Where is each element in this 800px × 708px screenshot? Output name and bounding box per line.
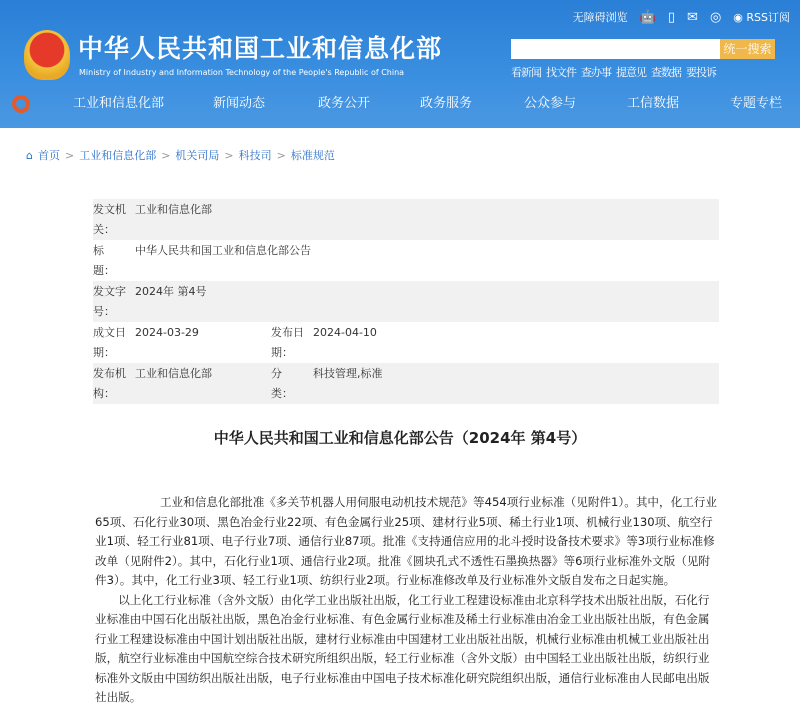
pub-date-value: 2024-04-10 (313, 326, 377, 339)
search-button[interactable]: 统一搜索 (720, 39, 775, 59)
publisher-label: 发布机构： (93, 367, 126, 400)
search-input[interactable] (511, 39, 720, 59)
nav-topics[interactable]: 专题专栏 (730, 96, 783, 111)
separator: > (224, 149, 234, 162)
top-links (573, 10, 790, 26)
paragraph: 工业和信息化部批准《多关节机器人用伺服电动机技术规范》等454项行业标准（见附件1）。其中，化工行业65项、石化行业30项、黑色冶金行业22项、有色金属行业25项、建材行业5项、稀土行业1项、机械行业130项、航空行业1项、轻工行业81项、电子行业7项、通信行业87项。批准《支持通信应用的北斗授时设备技术要求》等3项行业标准修改单（见附件2）。其中，石化行业1项、通信行业2项。批准《圆块孔式不透性石墨换热器》等6项行业标准外文版（见附件3）。其中，化工行业3项、轻工行业1项、纺织行业2项。行业标准修改单及行业标准外文版自发布之日起实施。 (95, 495, 717, 587)
quick-link-feedback[interactable]: 提意见 (616, 66, 646, 79)
number-value: 2024年 第4号 (135, 285, 207, 298)
title-value: 中华人民共和国工业和信息化部公告 (135, 244, 311, 257)
separator: > (276, 149, 286, 162)
site-title: 中华人民共和国工业和信息化部 (78, 34, 443, 63)
meta-row (93, 322, 719, 363)
site-subtitle: Ministry of Industry and Information Technology of the People's Republic of China (79, 68, 405, 77)
main-nav (0, 90, 800, 118)
date-value: 2024-03-29 (135, 326, 199, 339)
pub-date-label: 发布日期： (271, 326, 304, 359)
rss-label: RSS订阅 (746, 11, 790, 24)
meta-row (93, 281, 719, 322)
breadcrumb-tech-dept[interactable]: 科技司 (238, 149, 272, 162)
breadcrumb (26, 148, 335, 163)
quick-link-services[interactable]: 查办事 (581, 66, 611, 79)
publisher-value: 工业和信息化部 (135, 367, 212, 380)
national-emblem-logo (24, 30, 70, 80)
breadcrumb-standards[interactable]: 标准规范 (290, 149, 335, 162)
robot-icon[interactable]: 🤖 (639, 10, 656, 25)
title-label: 标 题： (93, 244, 126, 277)
category-label: 分 类： (271, 367, 304, 400)
issuer-value: 工业和信息化部 (135, 203, 212, 216)
quick-link-data[interactable]: 查数据 (651, 66, 681, 79)
breadcrumb-ministry[interactable]: 工业和信息化部 (79, 149, 157, 162)
search-bar (511, 39, 775, 59)
home-icon: ⌂ (26, 149, 33, 162)
nav-data[interactable]: 工信数据 (627, 96, 680, 111)
nav-services[interactable]: 政务服务 (420, 96, 473, 111)
document-metadata (93, 199, 719, 404)
nav-gov-info[interactable]: 政务公开 (318, 96, 371, 111)
separator: > (161, 149, 171, 162)
document-body (95, 493, 721, 708)
mail-icon[interactable]: ✉ (687, 10, 698, 25)
breadcrumb-departments[interactable]: 机关司局 (175, 149, 220, 162)
wechat-icon[interactable]: ◎ (709, 10, 722, 25)
quick-link-files[interactable]: 找文件 (546, 66, 576, 79)
gear-logo-icon[interactable] (12, 95, 30, 113)
category-value: 科技管理,标准 (313, 367, 383, 380)
meta-row (93, 199, 719, 240)
quick-link-complaint[interactable]: 要投诉 (686, 66, 716, 79)
mobile-icon[interactable]: ▯ (667, 10, 676, 25)
meta-row (93, 240, 719, 281)
paragraph: 以上化工行业标准（含外文版）由化学工业出版社出版，化工行业工程建设标准由北京科学技术出版社出版，石化行业标准由中国石化出版社出版，黑色冶金行业标准、有色金属行业标准及稀土行业标准由冶金工业出版社出版，有色金属行业工程建设标准由中国计划出版社出版，建材行业标准由中国建材工业出版社出版，机械行业标准由机械工业出版社出版，航空行业标准由中国航空综合技术研究所组织出版，轻工行业标准（含外文版）由中国轻工业出版社出版，纺织行业标准外文版由中国纺织出版社出版，电子行业标准由中国电子技术标准化研究院组织出版，通信行业标准由人民邮电出版社出版。 (95, 592, 710, 704)
quick-links (511, 65, 716, 80)
nav-public[interactable]: 公众参与 (524, 96, 577, 111)
weibo-icon: ◉ (733, 11, 743, 24)
date-label: 成文日期： (93, 326, 126, 359)
meta-row (93, 363, 719, 404)
rss-link[interactable] (733, 10, 790, 26)
nav-news[interactable]: 新闻动态 (213, 96, 266, 111)
nav-ministry[interactable]: 工业和信息化部 (73, 96, 165, 111)
breadcrumb-home[interactable]: 首页 (37, 149, 60, 162)
number-label: 发文字号： (93, 285, 126, 318)
accessibility-link[interactable]: 无障碍浏览 (572, 11, 628, 24)
document-title: 中华人民共和国工业和信息化部公告（2024年 第4号） (213, 429, 587, 447)
separator: > (64, 149, 75, 162)
quick-link-news[interactable]: 看新闻 (511, 66, 541, 79)
issuer-label: 发文机关： (93, 203, 126, 236)
site-header (0, 0, 800, 128)
